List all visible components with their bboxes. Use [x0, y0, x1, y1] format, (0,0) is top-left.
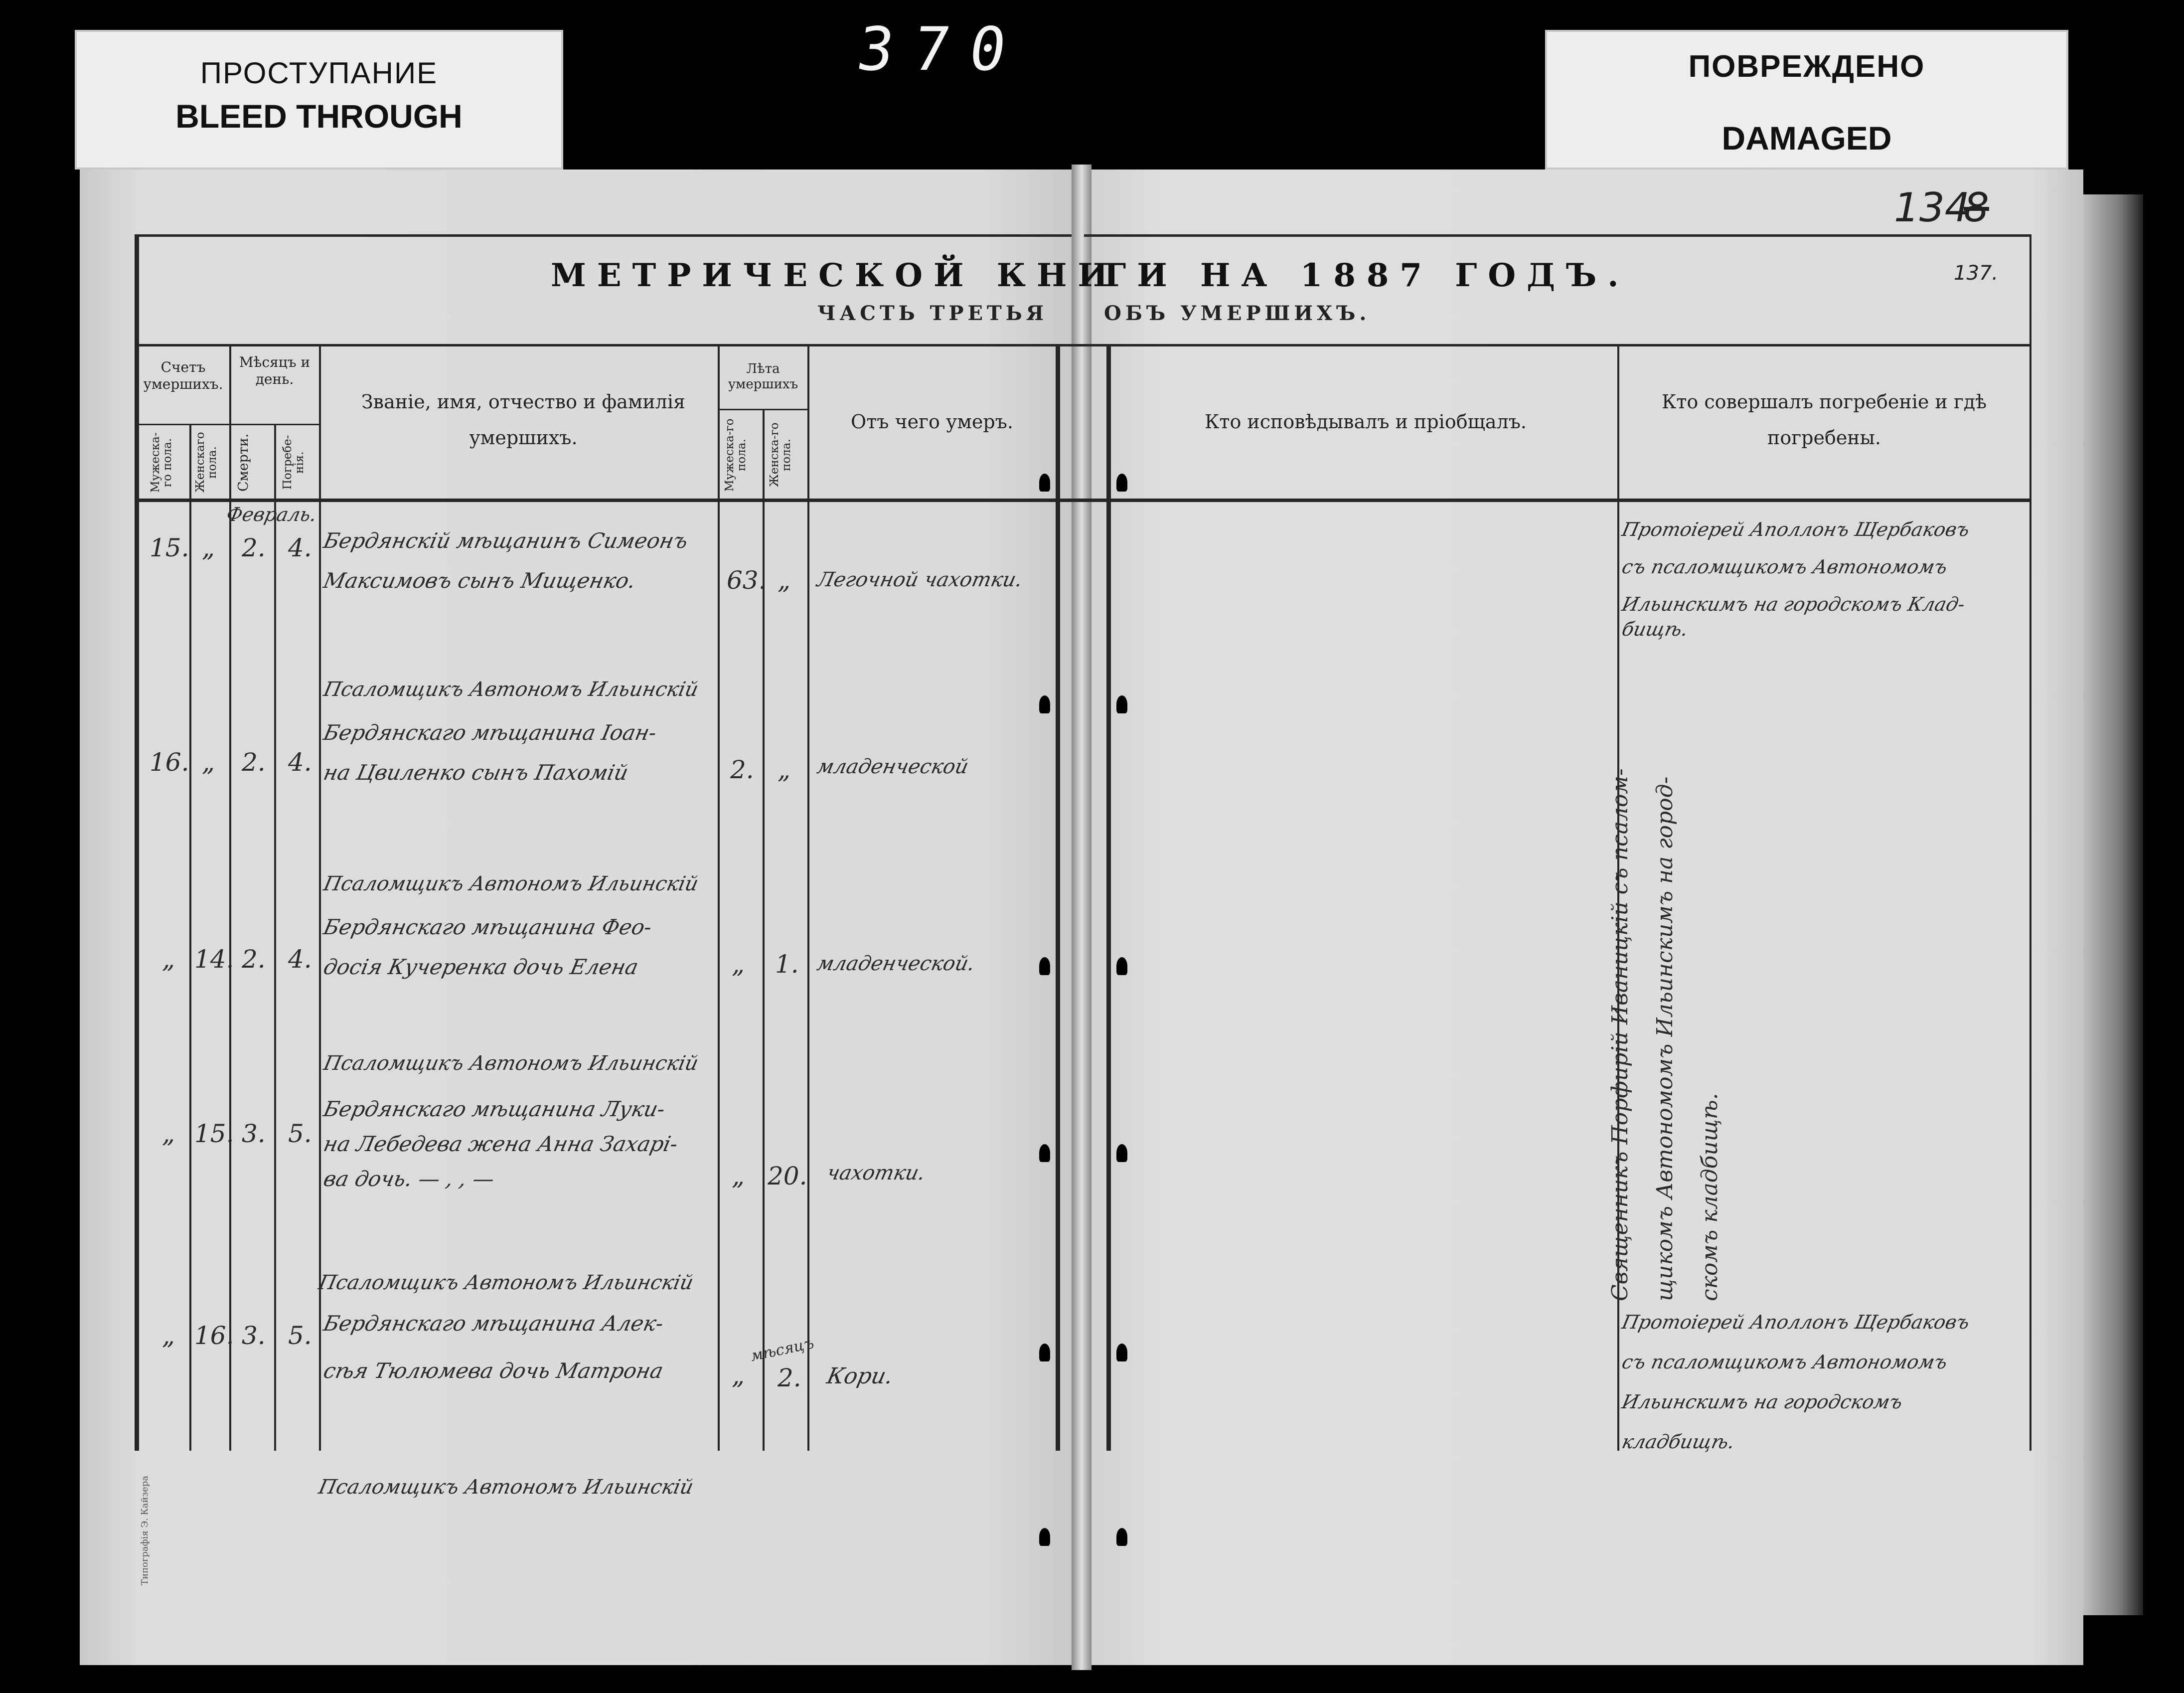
entry-3-female-no: 14.: [194, 945, 234, 974]
entry-2-age-male: 2.: [730, 755, 754, 784]
col-sep-count: [189, 424, 191, 1451]
entry-1-name-line-2: Максимовъ сынъ Мищенко.: [321, 568, 638, 593]
col-head-age-male: Мужеска-го пола.: [723, 418, 749, 492]
entry-3-male-no: „: [162, 945, 175, 974]
entry-5-psalmist: Псаломщикъ Автономъ Ильинскій: [316, 1271, 696, 1294]
entry-3-death-day: 2.: [242, 945, 266, 974]
entry-4-name-line-3: ва дочь. — , , —: [321, 1167, 497, 1191]
subtitle-left: ЧАСТЬ ТРЕТЬЯ: [817, 302, 1048, 325]
binding-hole: [1039, 1528, 1050, 1546]
entry-5-age-female: 2.: [778, 1363, 801, 1392]
entry-4-female-no: 15.: [194, 1119, 234, 1148]
entry-5-female-no: 16.: [194, 1321, 234, 1350]
burial-note-2-line-3: скомъ кладбищѣ.: [1697, 1093, 1722, 1301]
col-head-count: Счетъ умершихъ.: [143, 359, 223, 392]
subheader-rule-age: [718, 409, 807, 410]
entry-3-burial-day: 4.: [288, 945, 312, 974]
binding-hole: [1116, 1344, 1127, 1361]
binding-hole: [1039, 957, 1050, 975]
entry-2-name-line-1: Бердянскаго мѣщанина Іоан-: [321, 720, 659, 745]
burial-note-1-line-1: Протоіерей Аполлонъ Щербаковъ: [1620, 518, 1972, 540]
col-head-burial-by: Кто совершалъ погребеніе и гдѣ погребены.: [1661, 391, 1987, 449]
entry-5-death-day: 3.: [242, 1321, 266, 1350]
col-sep-spine-right: [1106, 344, 1111, 1451]
damaged-label: [1545, 30, 2068, 169]
header-rule: [135, 344, 2031, 346]
burial-note-3-line-2: съ псаломщикомъ Автономомъ: [1620, 1351, 1950, 1373]
burial-note-1-line-3: Ильинскимъ на городскомъ Клад-: [1620, 593, 1967, 615]
burial-note-3-line-3: Ильинскимъ на городскомъ: [1620, 1391, 1905, 1413]
printer-imprint: Типографія Э. Кайзера: [140, 1475, 150, 1585]
bleed-through-label: [75, 30, 563, 169]
entry-4-male-no: „: [162, 1119, 175, 1148]
col-sep-age-mid: [763, 409, 765, 1451]
entry-4-age-male: „: [732, 1162, 745, 1190]
entry-4-name-line-1: Бердянскаго мѣщанина Луки-: [321, 1097, 667, 1121]
binding-hole: [1039, 1144, 1050, 1162]
col-head-age-female: Женска-го пола.: [768, 422, 793, 488]
binding-hole: [1039, 1344, 1050, 1361]
title-left: МЕТРИЧЕСКОЙ КНИ: [551, 257, 1119, 294]
entry-3-cause: младенческой.: [815, 952, 977, 975]
col-head-name: Званіе, имя, отчество и фамилія умершихъ.: [361, 391, 685, 449]
subheader-rule-left: [135, 424, 319, 425]
entry-4-age-female: 20.: [768, 1162, 807, 1190]
entry-3-age-male: „: [732, 950, 745, 979]
entry-5-age-note: мѣсяцъ: [749, 1334, 816, 1365]
subtitle-right: ОБЪ УМЕРШИХЪ.: [1104, 302, 1371, 325]
entry-2-cause: младенческой: [815, 755, 971, 778]
damaged-label-en: DAMAGED: [1721, 120, 1892, 157]
entry-5-age-male: „: [732, 1361, 745, 1390]
col-sep-day: [274, 424, 276, 1451]
burial-note-1-line-4: бищѣ.: [1620, 618, 1690, 640]
last-psalmist: Псаломщикъ Автономъ Ильинскій: [316, 1476, 696, 1499]
column-header-rule: [135, 499, 2031, 502]
col-sep-age: [718, 344, 720, 1451]
entry-4-cause: чахотки.: [825, 1162, 928, 1185]
binding-hole: [1116, 957, 1127, 975]
entry-5-male-no: „: [162, 1321, 175, 1350]
col-head-count-female: Женскаго пола.: [194, 432, 219, 493]
entry-1-age-female: „: [778, 566, 790, 595]
entry-3-name-line-1: Бердянскаго мѣщанина Фео-: [321, 915, 654, 939]
binding-hole: [1116, 1144, 1127, 1162]
entry-3-name-line-2: досія Кучеренка дочь Елена: [321, 955, 641, 979]
col-head-cause: Отъ чего умеръ.: [851, 411, 1013, 433]
stamped-page-number: 134: [1894, 184, 1970, 231]
entry-4-psalmist: Псаломщикъ Автономъ Ильинскій: [321, 1052, 701, 1075]
burial-note-2-line-1: Священникъ Порфирій Иваницкій съ псалом-: [1607, 768, 1633, 1301]
entry-2-male-no: 16.: [150, 748, 189, 777]
entry-2-psalmist: Псаломщикъ Автономъ Ильинскій: [321, 678, 701, 701]
burial-note-3-line-4: кладбищѣ.: [1620, 1431, 1737, 1453]
burial-note-1-line-2: съ псаломщикомъ Автономомъ: [1620, 556, 1950, 578]
binding-hole: [1116, 1528, 1127, 1546]
frame-right-rule: [2029, 234, 2031, 1451]
entry-2-female-no: „: [202, 748, 215, 777]
binding-hole: [1116, 474, 1127, 492]
frame-number: 370: [853, 15, 1031, 84]
col-head-month-day: Мѣсяцъ и день.: [239, 354, 311, 387]
entry-5-name-line-2: сѣя Тюлюмева дочь Матрона: [321, 1358, 666, 1383]
frame-left-rule: [135, 234, 139, 1451]
entry-1-male-no: 15.: [150, 533, 189, 562]
frame-top-rule-left: [135, 234, 1072, 237]
entry-4-burial-day: 5.: [288, 1119, 312, 1148]
entry-4-death-day: 3.: [242, 1119, 266, 1148]
entry-3-age-female: 1.: [775, 950, 799, 979]
burial-note-2-line-2: щикомъ Автономомъ Ильинскимъ на город-: [1652, 776, 1678, 1301]
col-sep-spine-left: [1056, 344, 1060, 1451]
title-right: ГИ НА 1887 ГОДЪ.: [1104, 257, 1630, 294]
entry-5-name-line-1: Бердянскаго мѣщанина Алек-: [321, 1311, 666, 1336]
entry-1-death-day: 2.: [242, 533, 266, 562]
damaged-label-ru: ПОВРЕЖДЕНО: [1688, 49, 1925, 84]
entry-4-name-line-2: на Лебедева жена Анна Захарі-: [321, 1132, 680, 1156]
binding-hole: [1039, 474, 1050, 492]
entry-5-burial-day: 5.: [288, 1321, 312, 1350]
entry-2-age-female: „: [778, 755, 790, 784]
printed-page-number: 137.: [1954, 262, 1999, 285]
entry-3-psalmist: Псаломщикъ Автономъ Ильинскій: [321, 872, 701, 895]
col-head-age: Лѣта умершихъ: [728, 361, 798, 392]
col-head-burial: Погребе-нія.: [281, 435, 307, 490]
bleed-through-label-ru: ПРОСТУПАНИЕ: [200, 56, 438, 90]
entry-1-cause: Легочной чахотки.: [815, 568, 1025, 591]
entry-1-female-no: „: [202, 533, 215, 562]
entry-2-death-day: 2.: [242, 748, 266, 777]
book-spine: [1072, 165, 1092, 1670]
bleed-through-label-en: BLEED THROUGH: [175, 98, 463, 135]
page-edges: [2083, 194, 2143, 1615]
binding-hole: [1116, 695, 1127, 713]
entry-5-cause: Кори.: [824, 1363, 896, 1389]
entry-2-name-line-2: на Цвиленко сынъ Пахомій: [321, 760, 631, 785]
entry-1-name-line-1: Бердянскій мѣщанинъ Симеонъ: [321, 528, 690, 553]
entry-2-burial-day: 4.: [288, 748, 312, 777]
col-head-count-male: Мужеска-го пола.: [149, 432, 174, 493]
binding-hole: [1039, 695, 1050, 713]
entry-1-age-male: 63.: [727, 566, 767, 595]
entry-1-burial-day: 4.: [288, 533, 312, 562]
col-sep-cause: [807, 344, 809, 1451]
burial-note-3-line-1: Протоіерей Аполлонъ Щербаковъ: [1620, 1311, 1972, 1333]
month-marker: Февраль.: [224, 504, 319, 525]
col-head-confessor: Кто исповѣдывалъ и пріобщалъ.: [1205, 411, 1527, 433]
frame-top-rule-right: [1084, 234, 2031, 237]
stamped-page-number-crossed: 8: [1964, 184, 1989, 231]
col-head-death: Смерти.: [236, 433, 251, 492]
